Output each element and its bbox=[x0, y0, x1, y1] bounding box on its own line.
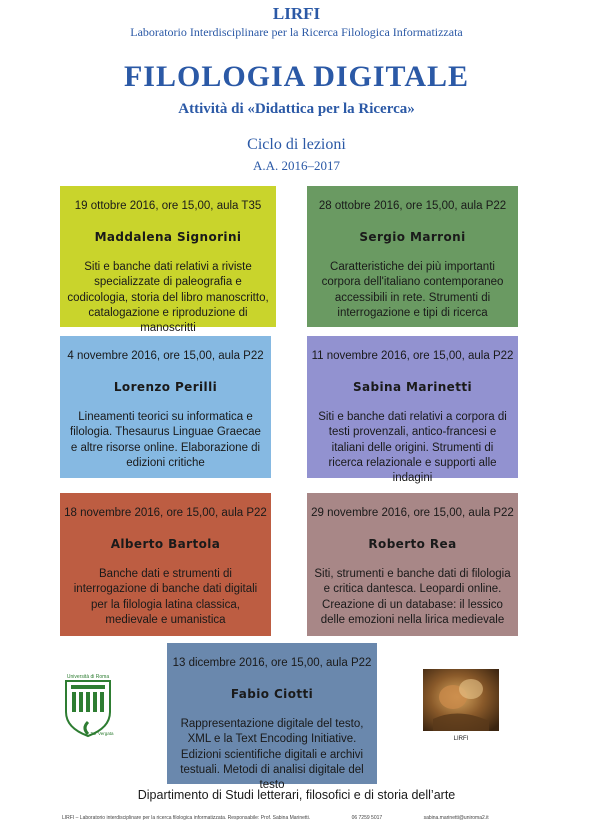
org-name: Laboratorio Interdisciplinare per la Ricerca Filologica Informatizzata bbox=[130, 25, 463, 39]
lecture-card-marinetti bbox=[307, 336, 518, 485]
lecture-date: 19 ottobre 2016, ore 15,00, aula T35 bbox=[74, 200, 262, 212]
lecture-description: Banche dati e strumenti di interrogazione di banche dati digitali per la filologia latina classica, medievale e umanistica bbox=[73, 568, 258, 626]
lecture-card-rea bbox=[307, 493, 518, 636]
lecture-card-perilli bbox=[60, 336, 271, 478]
footer-lab-line: LIRFI – Laboratorio interdisciplinare per la ricerca filologica informatizzata. Responsabile: Prof. Sabina Marinetti. bbox=[62, 815, 311, 821]
lecture-card-ciotti bbox=[167, 643, 377, 792]
lecture-date: 28 ottobre 2016, ore 15,00, aula P22 bbox=[318, 200, 507, 212]
lecture-speaker: Sabina Marinetti bbox=[353, 380, 472, 394]
footer-email[interactable]: sabina.marinetti@uniroma2.it bbox=[423, 815, 489, 821]
logo-text-top: Università di Roma bbox=[66, 674, 110, 680]
lecture-description: Siti e banche dati relativi a corpora di testi provenzali, antico-francesi e italiani delle origini. Strumenti di ricerca relazionale e supporti alle indagini bbox=[318, 411, 507, 485]
org-acronym: LIRFI bbox=[272, 4, 321, 23]
page-subtitle: Attività di «Didattica per la Ricerca» bbox=[178, 101, 415, 117]
lecture-description: Siti e banche dati relativi a riviste specializzate di paleografia e codicologia, storia del libro manoscritto, catalogazione e riproduzione di manoscritti bbox=[67, 261, 269, 335]
lecture-speaker: Roberto Rea bbox=[368, 537, 457, 551]
lecture-date: 18 novembre 2016, ore 15,00, aula P22 bbox=[64, 507, 267, 519]
lecture-speaker: Alberto Bartola bbox=[110, 537, 221, 551]
manuscript-painting-image bbox=[423, 669, 499, 731]
department-name: Dipartimento di Studi letterari, filosofici e di storia dell’arte bbox=[137, 788, 456, 802]
footer-phone: 06 7259 5017 bbox=[351, 815, 383, 821]
lecture-description: Lineamenti teorici su informatica e filologia. Thesaurus Linguae Graecae e altre risorse online. Elaborazione di edizioni critiche bbox=[70, 411, 261, 469]
lecture-date: 29 novembre 2016, ore 15,00, aula P22 bbox=[311, 507, 514, 519]
logo-text-bottom: Tor Vergata bbox=[90, 731, 114, 736]
lecture-description: Caratteristiche dei più importanti corpora dell'italiano contemporaneo accessibili in rete. Strumenti di interrogazione e tipi di ricerca bbox=[321, 261, 504, 319]
lecture-card-marroni bbox=[307, 186, 518, 327]
lecture-date: 13 dicembre 2016, ore 15,00, aula P22 bbox=[172, 657, 372, 669]
lecture-speaker: Maddalena Signorini bbox=[94, 230, 242, 244]
footer-contact-line bbox=[62, 815, 532, 821]
lecture-speaker: Fabio Ciotti bbox=[230, 687, 314, 701]
lecture-card-bartola bbox=[60, 493, 271, 636]
university-logo bbox=[62, 672, 114, 738]
cycle-label: Ciclo di lezioni bbox=[247, 136, 346, 153]
lecture-date: 11 novembre 2016, ore 15,00, aula P22 bbox=[311, 350, 514, 362]
lecture-card-signorini bbox=[60, 186, 276, 335]
lecture-speaker: Lorenzo Perilli bbox=[113, 380, 218, 394]
academic-year: A.A. 2016–2017 bbox=[252, 158, 341, 173]
lecture-speaker: Sergio Marroni bbox=[359, 230, 466, 244]
page-title: FILOLOGIA DIGITALE bbox=[123, 60, 470, 93]
painting-caption: LIRFI bbox=[453, 736, 469, 742]
lecture-description: Rappresentazione digitale del testo, XML e la Text Encoding Initiative. Edizioni scientifiche digitali e archivi testuali. Metodi di analisi digitale del testo bbox=[180, 718, 364, 792]
lecture-date: 4 novembre 2016, ore 15,00, aula P22 bbox=[67, 350, 264, 362]
lecture-description: Siti, strumenti e banche dati di filologia e critica dantesca. Leopardi online. Creazione di un database: il lessico delle emozioni nella lirica medievale bbox=[314, 568, 511, 626]
